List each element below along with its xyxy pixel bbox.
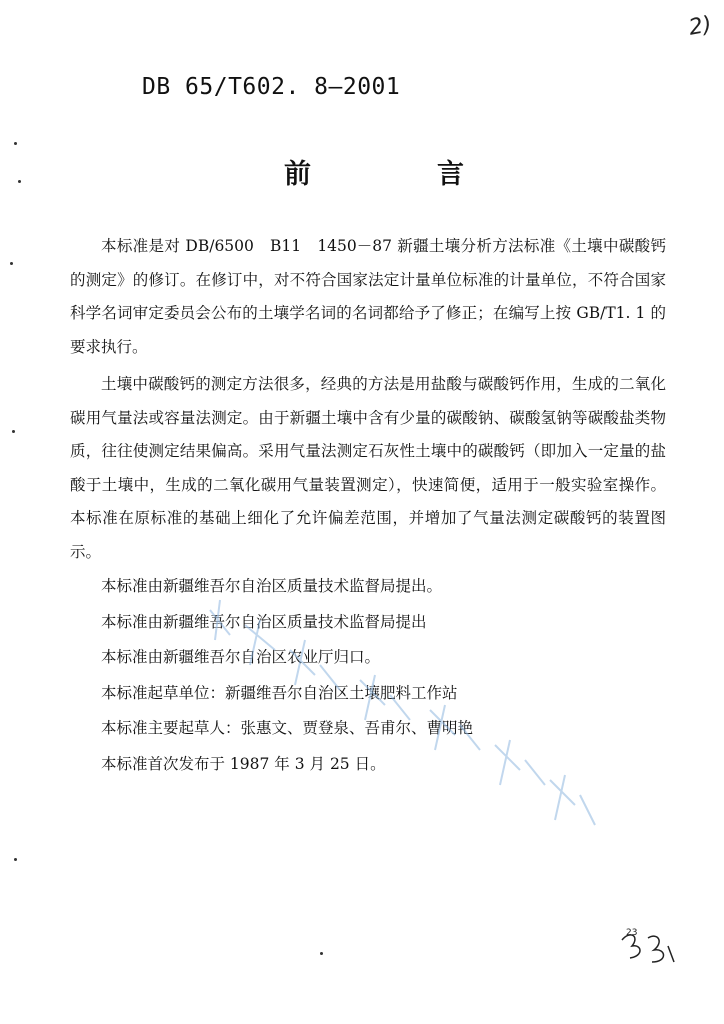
scan-speck (18, 180, 21, 183)
page-number: 23 (626, 928, 638, 938)
paragraph-method: 土壤中碳酸钙的测定方法很多，经典的方法是用盐酸与碳酸钙作用，生成的二氧化碳用气量法或容量法测定。由于新疆土壤中含有少量的碳酸钠、碳酸氢钠等碳酸盐类物质，往往使测定结果偏高。采用气量法测定石灰性土壤中的碳酸钙（即加入一定量的盐酸于土壤中，生成的二氧化碳用气量装置测定），快速简便，适用于一般实验室操作。本标准在原标准的基础上细化了允许偏差范围，并增加了气量法测定碳酸钙的装置图示。 (70, 375, 666, 561)
page-title (284, 152, 464, 191)
scan-speck (14, 858, 17, 861)
line-managed-by: 本标准由新疆维吾尔自治区农业厅归口。 (101, 648, 381, 666)
paragraph-revision: 本标准是对 DB/6500 B11 1450－87 新疆土壤分析方法标准《土壤中碳酸钙的测定》的修订。在修订中，对不符合国家法定计量单位标准的计量单位，不符合国家科学名词审定委员会公布的土壤学名词的名词都给予了修正；在编写上按 GB/T1. 1 的要求执行。 (70, 237, 666, 356)
standard-code: DB 65/T602. 8—2001 (142, 74, 401, 100)
line-proposed-by: 本标准由新疆维吾尔自治区质量技术监督局提出。 (101, 577, 443, 595)
line-first-release: 本标准首次发布于 1987 年 3 月 25 日。 (101, 754, 386, 773)
scan-speck (14, 142, 17, 145)
line-proposed-by-duplicate: 本标准由新疆维吾尔自治区质量技术监督局提出 (101, 612, 427, 631)
scan-speck (320, 952, 323, 955)
body-text (70, 230, 666, 782)
title-char-right: 言 (437, 159, 464, 190)
scan-speck (12, 430, 15, 433)
scan-speck (10, 262, 13, 265)
line-drafting-unit: 本标准起草单位：新疆维吾尔自治区土壤肥料工作站 (101, 683, 458, 702)
line-drafters: 本标准主要起草人：张惠文、贾登泉、吾甫尔、曹明艳 (101, 719, 474, 737)
title-char-left: 前 (284, 159, 311, 190)
handwritten-corner-mark: 2) (687, 12, 714, 41)
